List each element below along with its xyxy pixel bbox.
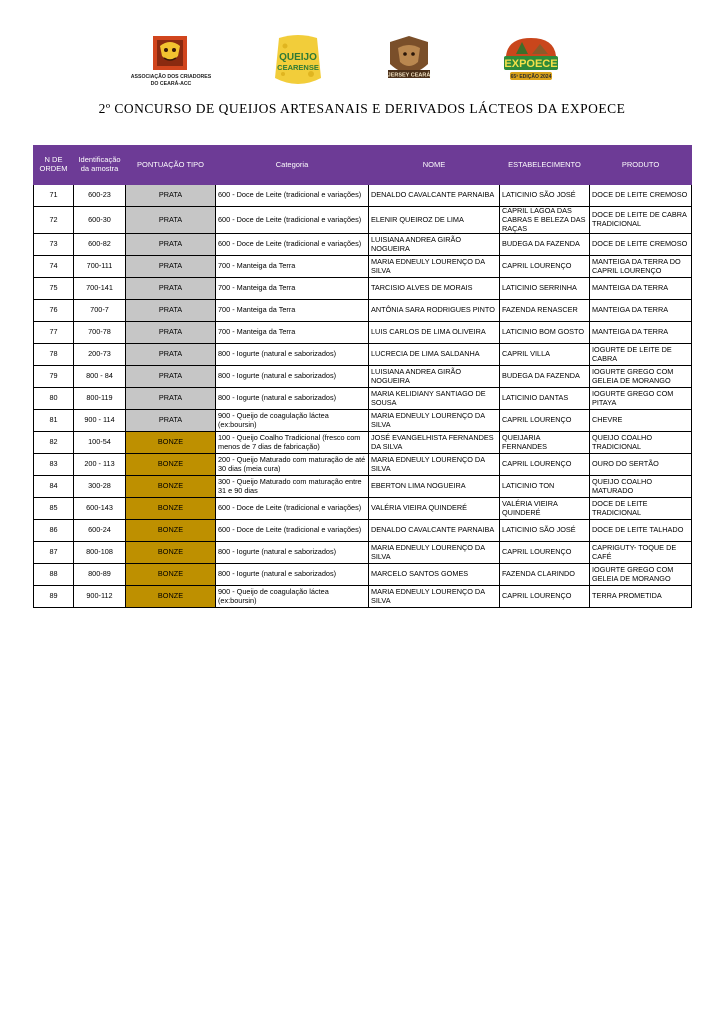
table-row: [34, 476, 692, 498]
nome-cell: DENALDO CAVALCANTE PARNAIBA: [369, 520, 500, 542]
categoria-cell: 700 - Manteiga da Terra: [216, 256, 369, 278]
nome-cell: MARIA EDNEULY LOURENÇO DA SILVA: [369, 256, 500, 278]
header-row: [34, 146, 692, 185]
nome-cell: MARIA EDNEULY LOURENÇO DA SILVA: [369, 454, 500, 476]
estabelecimento-cell: QUEIJARIA FERNANDES: [500, 432, 590, 454]
nome-cell: EBERTON LIMA NOGUEIRA: [369, 476, 500, 498]
nome-cell: LUISIANA ANDREA GIRÃO NOGUEIRA: [369, 366, 500, 388]
logo-bar: [0, 34, 724, 90]
ordem-cell: 72: [34, 207, 74, 234]
estabelecimento-cell: LATICINIO SÃO JOSÉ: [500, 520, 590, 542]
id-cell: 600-143: [74, 498, 126, 520]
queijo-cearense-logo: [271, 34, 325, 88]
ordem-cell: 87: [34, 542, 74, 564]
svg-text:JERSEY CEARÁ: JERSEY CEARÁ: [387, 72, 431, 79]
pontuacao-cell: PRATA: [126, 410, 216, 432]
ordem-cell: 84: [34, 476, 74, 498]
pontuacao-cell: PRATA: [126, 344, 216, 366]
produto-cell: DOCE DE LEITE TALHADO: [590, 520, 692, 542]
estabelecimento-cell: LATICINIO SERRINHA: [500, 278, 590, 300]
produto-cell: TERRA PROMETIDA: [590, 586, 692, 608]
pontuacao-cell: BONZE: [126, 476, 216, 498]
nome-cell: MARIA EDNEULY LOURENÇO DA SILVA: [369, 410, 500, 432]
ordem-cell: 79: [34, 366, 74, 388]
id-cell: 600-23: [74, 185, 126, 207]
results-table: [33, 145, 692, 608]
categoria-cell: 600 - Doce de Leite (tradicional e variações): [216, 498, 369, 520]
nome-cell: JOSÉ EVANGELHISTA FERNANDES DA SILVA: [369, 432, 500, 454]
nome-cell: MARIA EDNEULY LOURENÇO DA SILVA: [369, 542, 500, 564]
pontuacao-cell: PRATA: [126, 185, 216, 207]
produto-cell: MANTEIGA DA TERRA: [590, 322, 692, 344]
nome-cell: TARCISIO ALVES DE MORAIS: [369, 278, 500, 300]
ordem-cell: 83: [34, 454, 74, 476]
ordem-cell: 85: [34, 498, 74, 520]
svg-text:65ª EDIÇÃO 2024: 65ª EDIÇÃO 2024: [510, 74, 552, 80]
svg-text:CEARENSE: CEARENSE: [277, 63, 319, 72]
categoria-cell: 800 - Iogurte (natural e saborizados): [216, 542, 369, 564]
produto-cell: DOCE DE LEITE DE CABRA TRADICIONAL: [590, 207, 692, 234]
ordem-cell: 78: [34, 344, 74, 366]
svg-text:DO CEARÁ-ACC: DO CEARÁ-ACC: [150, 81, 192, 87]
header-identificacao: Identificação da amostra: [74, 146, 126, 185]
categoria-cell: 800 - Iogurte (natural e saborizados): [216, 344, 369, 366]
ordem-cell: 81: [34, 410, 74, 432]
id-cell: 700-7: [74, 300, 126, 322]
ordem-cell: 88: [34, 564, 74, 586]
estabelecimento-cell: FAZENDA CLARINDO: [500, 564, 590, 586]
produto-cell: QUEIJO COALHO TRADICIONAL: [590, 432, 692, 454]
jersey-ceara-logo: [384, 34, 434, 88]
categoria-cell: 300 - Queijo Maturado com maturação entre 31 e 90 dias: [216, 476, 369, 498]
categoria-cell: 700 - Manteiga da Terra: [216, 322, 369, 344]
ordem-cell: 71: [34, 185, 74, 207]
id-cell: 700-78: [74, 322, 126, 344]
produto-cell: IOGURTE DE LEITE DE CABRA: [590, 344, 692, 366]
id-cell: 900 - 114: [74, 410, 126, 432]
estabelecimento-cell: CAPRIL LOURENÇO: [500, 454, 590, 476]
pontuacao-cell: PRATA: [126, 234, 216, 256]
ordem-cell: 77: [34, 322, 74, 344]
header-produto: PRODUTO: [590, 146, 692, 185]
table-row: [34, 388, 692, 410]
categoria-cell: 100 - Queijo Coalho Tradicional (fresco com menos de 7 dias de fabricação): [216, 432, 369, 454]
estabelecimento-cell: VALÉRIA VIEIRA QUINDERÉ: [500, 498, 590, 520]
pontuacao-cell: BONZE: [126, 432, 216, 454]
ordem-cell: 86: [34, 520, 74, 542]
produto-cell: DOCE DE LEITE CREMOSO: [590, 185, 692, 207]
header-categoria: Categoria: [216, 146, 369, 185]
nome-cell: MARIA EDNEULY LOURENÇO DA SILVA: [369, 586, 500, 608]
produto-cell: CAPRIGUTY- TOQUE DE CAFÉ: [590, 542, 692, 564]
table-row: [34, 586, 692, 608]
estabelecimento-cell: FAZENDA RENASCER: [500, 300, 590, 322]
expoece-logo: [498, 34, 564, 88]
svg-text:QUEIJO: QUEIJO: [279, 52, 317, 63]
pontuacao-cell: PRATA: [126, 366, 216, 388]
produto-cell: IOGURTE GREGO COM PITAYA: [590, 388, 692, 410]
pontuacao-cell: PRATA: [126, 322, 216, 344]
produto-cell: MANTEIGA DA TERRA: [590, 278, 692, 300]
id-cell: 300-28: [74, 476, 126, 498]
table-row: [34, 344, 692, 366]
table-row: [34, 454, 692, 476]
produto-cell: DOCE DE LEITE TRADICIONAL: [590, 498, 692, 520]
id-cell: 200-73: [74, 344, 126, 366]
table-row: [34, 410, 692, 432]
table-row: [34, 185, 692, 207]
categoria-cell: 200 - Queijo Maturado com maturação de até 30 dias (meia cura): [216, 454, 369, 476]
estabelecimento-cell: CAPRIL LAGOA DAS CABRAS E BELEZA DAS RAÇAS: [500, 207, 590, 234]
table-row: [34, 520, 692, 542]
table-row: [34, 256, 692, 278]
nome-cell: ANTÔNIA SARA RODRIGUES PINTO: [369, 300, 500, 322]
id-cell: 200 - 113: [74, 454, 126, 476]
pontuacao-cell: BONZE: [126, 586, 216, 608]
categoria-cell: 800 - Iogurte (natural e saborizados): [216, 564, 369, 586]
estabelecimento-cell: BUDEGA DA FAZENDA: [500, 366, 590, 388]
estabelecimento-cell: LATICINIO TON: [500, 476, 590, 498]
header-estabelecimento: ESTABELECIMENTO: [500, 146, 590, 185]
estabelecimento-cell: CAPRIL LOURENÇO: [500, 542, 590, 564]
pontuacao-cell: BONZE: [126, 542, 216, 564]
table-row: [34, 207, 692, 234]
estabelecimento-cell: CAPRIL LOURENÇO: [500, 256, 590, 278]
ordem-cell: 82: [34, 432, 74, 454]
id-cell: 600-82: [74, 234, 126, 256]
produto-cell: OURO DO SERTÃO: [590, 454, 692, 476]
categoria-cell: 600 - Doce de Leite (tradicional e variações): [216, 185, 369, 207]
pontuacao-cell: PRATA: [126, 256, 216, 278]
table-row: [34, 366, 692, 388]
categoria-cell: 900 - Queijo de coagulação láctea (ex:boursin): [216, 586, 369, 608]
categoria-cell: 600 - Doce de Leite (tradicional e variações): [216, 207, 369, 234]
page-title: 2º CONCURSO DE QUEIJOS ARTESANAIS E DERIVADOS LÁCTEOS DA EXPOECE: [98, 101, 626, 116]
nome-cell: LUCRECIA DE LIMA SALDANHA: [369, 344, 500, 366]
id-cell: 700-111: [74, 256, 126, 278]
id-cell: 800-119: [74, 388, 126, 410]
ordem-cell: 89: [34, 586, 74, 608]
estabelecimento-cell: CAPRIL VILLA: [500, 344, 590, 366]
table-row: [34, 498, 692, 520]
estabelecimento-cell: CAPRIL LOURENÇO: [500, 586, 590, 608]
id-cell: 600-30: [74, 207, 126, 234]
acc-logo: [130, 34, 212, 88]
ordem-cell: 80: [34, 388, 74, 410]
table-row: [34, 432, 692, 454]
id-cell: 800-108: [74, 542, 126, 564]
nome-cell: DENALDO CAVALCANTE PARNAIBA: [369, 185, 500, 207]
table-row: [34, 300, 692, 322]
pontuacao-cell: PRATA: [126, 388, 216, 410]
table-row: [34, 542, 692, 564]
produto-cell: MANTEIGA DA TERRA DO CAPRIL LOURENÇO: [590, 256, 692, 278]
nome-cell: LUISIANA ANDREA GIRÃO NOGUEIRA: [369, 234, 500, 256]
pontuacao-cell: PRATA: [126, 207, 216, 234]
produto-cell: QUEIJO COALHO MATURADO: [590, 476, 692, 498]
estabelecimento-cell: CAPRIL LOURENÇO: [500, 410, 590, 432]
categoria-cell: 700 - Manteiga da Terra: [216, 278, 369, 300]
id-cell: 900-112: [74, 586, 126, 608]
pontuacao-cell: PRATA: [126, 300, 216, 322]
table-row: [34, 234, 692, 256]
pontuacao-cell: BONZE: [126, 498, 216, 520]
id-cell: 700-141: [74, 278, 126, 300]
nome-cell: VALÉRIA VIEIRA QUINDERÉ: [369, 498, 500, 520]
produto-cell: MANTEIGA DA TERRA: [590, 300, 692, 322]
categoria-cell: 600 - Doce de Leite (tradicional e variações): [216, 234, 369, 256]
produto-cell: IOGURTE GREGO COM GELEIA DE MORANGO: [590, 564, 692, 586]
categoria-cell: 900 - Queijo de coagulação láctea (ex:boursin): [216, 410, 369, 432]
header-ordem: N DE ORDEM: [34, 146, 74, 185]
table-row: [34, 564, 692, 586]
produto-cell: IOGURTE GREGO COM GELEIA DE MORANGO: [590, 366, 692, 388]
pontuacao-cell: BONZE: [126, 564, 216, 586]
categoria-cell: 800 - Iogurte (natural e saborizados): [216, 366, 369, 388]
nome-cell: LUIS CARLOS DE LIMA OLIVEIRA: [369, 322, 500, 344]
pontuacao-cell: PRATA: [126, 278, 216, 300]
ordem-cell: 76: [34, 300, 74, 322]
table-row: [34, 322, 692, 344]
id-cell: 600-24: [74, 520, 126, 542]
table-row: [34, 278, 692, 300]
categoria-cell: 800 - Iogurte (natural e saborizados): [216, 388, 369, 410]
id-cell: 800-89: [74, 564, 126, 586]
ordem-cell: 73: [34, 234, 74, 256]
pontuacao-cell: BONZE: [126, 520, 216, 542]
nome-cell: MARCELO SANTOS GOMES: [369, 564, 500, 586]
header-pontuacao: PONTUAÇÃO TIPO: [126, 146, 216, 185]
estabelecimento-cell: BUDEGA DA FAZENDA: [500, 234, 590, 256]
produto-cell: CHEVRE: [590, 410, 692, 432]
header-nome: NOME: [369, 146, 500, 185]
ordem-cell: 74: [34, 256, 74, 278]
nome-cell: ELENIR QUEIROZ DE LIMA: [369, 207, 500, 234]
categoria-cell: 700 - Manteiga da Terra: [216, 300, 369, 322]
nome-cell: MARIA KELIDIANY SANTIAGO DE SOUSA: [369, 388, 500, 410]
estabelecimento-cell: LATICINIO SÃO JOSÉ: [500, 185, 590, 207]
id-cell: 100-54: [74, 432, 126, 454]
estabelecimento-cell: LATICINIO BOM GOSTO: [500, 322, 590, 344]
pontuacao-cell: BONZE: [126, 454, 216, 476]
svg-text:EXPOECE: EXPOECE: [504, 58, 558, 70]
ordem-cell: 75: [34, 278, 74, 300]
estabelecimento-cell: LATICINIO DANTAS: [500, 388, 590, 410]
id-cell: 800 - 84: [74, 366, 126, 388]
produto-cell: DOCE DE LEITE CREMOSO: [590, 234, 692, 256]
categoria-cell: 600 - Doce de Leite (tradicional e variações): [216, 520, 369, 542]
svg-text:ASSOCIAÇÃO DOS CRIADORES: ASSOCIAÇÃO DOS CRIADORES: [130, 74, 212, 80]
